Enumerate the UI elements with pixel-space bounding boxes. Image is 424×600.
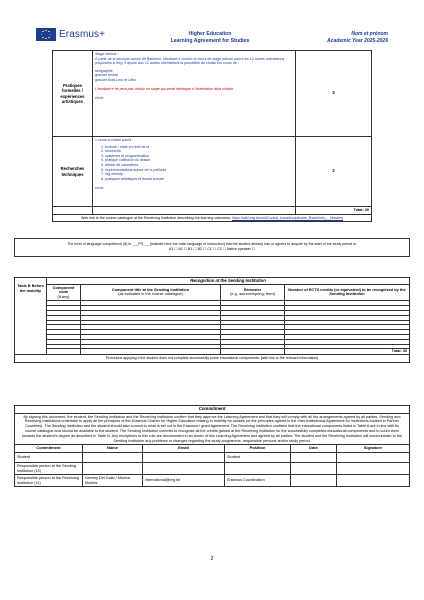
name-field[interactable]: Sammy Del Gallo / Monica Montes — [83, 475, 143, 487]
col-name: Name — [83, 445, 143, 453]
list-item: 6. expérimentations autour de la pellicule — [105, 168, 293, 173]
date-field[interactable] — [291, 475, 337, 487]
commitment-text: By signing this document, the student, the Sending Institution and the Receiving Institution confirm that they approve the Learning Agreement and that they will comply with all the arrangements agreed by all parties. Sending and Receiving Institutions undertake to apply all the principles of the Erasmus Charter for Higher Education relating to mobility for studies (or the principles agreed in the Inter-Institutional Agreement for institutions located in Partner Countries). The Sending Institution and the student should also commit to what is set out in the Erasmus+ grant agreement. The Receiving Institution confirms that the educational components listed in Table A are in line with its course catalogue and should be available to the student. The Sending Institution commits to recognise all the credits gained at the Receiving Institution for the successfully completed educational components and to count them towards the student's degree as described in Table B. Any exceptions to this rule are documented in an annex of this Learning Agreement and agreed by all parties. The student and the Receiving Institution will communicate to the Sending Institution any problems or changes regarding the study programme, responsible persons and/or study period. — [15, 413, 410, 445]
total-cell: Total: 30 — [285, 349, 410, 355]
eu-flag-icon — [36, 28, 56, 41]
course-catalogue-link[interactable]: https://wiki.erg.be/m/#Cursus_transdisciplinaire_Bachelors_-_Masters — [231, 215, 344, 220]
list-item: 5. dessin de caractères — [105, 163, 293, 168]
commitment-table — [14, 405, 410, 487]
language-level-checkboxes[interactable]: A1 ☐ A2 ☐ B1 ☐ B2 ☐ C1 ☐ C2 ☐ Native speaker ☐ — [168, 247, 256, 252]
language-competence-box: The level of language competence (6) in ___FR___ [indicate here the main language of instruction] that the student already has or agrees to acquire by the start of the study period is: A1 ☐ A2 ☐ B1 ☐ B2 ☐ C1 ☐ C2 ☐ Native speaker ☐ — [14, 238, 410, 257]
course-catalogue-link-cell: Web link to the course catalogue at the Receiving Institution describing the learning outcomes: https://wiki.erg.be/m/#Cursus_transdisciplinaire_Bachelors_-_Masters — [53, 214, 372, 222]
name-field[interactable] — [83, 452, 143, 462]
email-field[interactable]: international@erg.be — [143, 475, 225, 487]
table-b-heading: Recognition at the Sending Institution — [47, 278, 410, 285]
date-field[interactable] — [291, 452, 337, 462]
commitment-heading: Commitment — [15, 406, 410, 414]
col-semester: Semester (e.g. autumn/spring; term) — [221, 284, 285, 301]
list-item: 2. recherche — [105, 149, 293, 154]
component-cell: Stage interne : À partir de la seconde année de Bachelor, l'étudiant·e choisit un cours de stage interne parmi les 12 autres orientations proposées à l'erg. Il ajoute aux 12 autres orientations la possibilité de choisir les cours de : sérigraphie gravure textral gravure Bois Lino et Litho L'étudiant·e ne peut pas choisir un stage qui serait identique à l'orientation déjà choisie. choix — [93, 51, 296, 137]
ects-cell: 2 — [296, 137, 372, 207]
table-b-label: Table B Before the mobility — [15, 278, 47, 355]
table-a — [52, 50, 372, 222]
category-cell: Pratiques formelles / expériences artistiques — [53, 51, 93, 137]
list-item: 1. écriture / mise en récit de la — [105, 145, 293, 150]
table-b — [14, 277, 410, 363]
component-cell: 1 cours à choisir parmi : 1. écriture / mise en récit de la 2. recherche 3. systèmes et programmation 4. pratique collective du dessin 5. dessin de caractères 6. expérimentations autour de la pellicule 7. erg melody 8. pratiques artistiques et travail sociale choix — [93, 137, 296, 207]
table-row — [53, 207, 372, 215]
table-row — [53, 51, 372, 137]
col-ects: Number of ECTS credits (or equivalent) to be recognised by the Sending Institution — [285, 284, 410, 301]
table-row — [53, 137, 372, 207]
col-position: Position — [225, 445, 291, 453]
col-component-code: Component code (if any) — [47, 284, 81, 301]
signature-field[interactable] — [337, 452, 410, 462]
signature-field[interactable] — [337, 475, 410, 487]
position-field[interactable]: Erasmus Coordination — [225, 475, 291, 487]
email-field[interactable] — [143, 462, 225, 474]
signature-field[interactable] — [337, 462, 410, 474]
table-row — [15, 355, 410, 363]
name-field[interactable] — [83, 462, 143, 474]
document-title: Higher Education Learning Agreement for Studies — [170, 31, 250, 44]
col-email: Email — [143, 445, 225, 453]
date-field[interactable] — [291, 462, 337, 474]
course-choice-list — [95, 145, 293, 182]
table-row: Student Student — [15, 452, 410, 462]
total-cell: Total: 30 — [296, 207, 372, 215]
page-number: 2 — [210, 556, 214, 562]
list-item: 7. erg melody — [105, 172, 293, 177]
table-row — [53, 214, 372, 222]
col-date: Date — [291, 445, 337, 453]
list-item: 4. pratique collective du dessin — [105, 158, 293, 163]
email-field[interactable] — [143, 452, 225, 462]
logo-text: Erasmus+ — [59, 29, 106, 40]
student-year-info: Nom et prénom Academic Year 2025-2026 — [327, 31, 388, 44]
ects-cell: 3 — [296, 51, 372, 137]
col-component-title: Component title at the Sending Institution (as indicated in the course catalogue) — [81, 284, 221, 301]
list-item: 3. systèmes et programmation — [105, 154, 293, 159]
table-row: Responsible person at the Sending Institution (10) — [15, 462, 410, 474]
category-cell: Recherches techniques — [53, 137, 93, 207]
col-commitment: Commitment — [15, 445, 83, 453]
provisions-note: Provisions applying if the student does not complete successfully some educational components: [web link to the relevant information] — [15, 355, 410, 363]
col-signature: Signature — [337, 445, 410, 453]
erasmus-logo — [36, 28, 105, 41]
position-field[interactable] — [225, 462, 291, 474]
table-row: Responsible person at the Receiving Institution (11) Sammy Del Gallo / Monica Montes international@erg.be Erasmus Coordination — [15, 475, 410, 487]
list-item: 8. pratiques artistiques et travail sociale — [105, 177, 293, 182]
